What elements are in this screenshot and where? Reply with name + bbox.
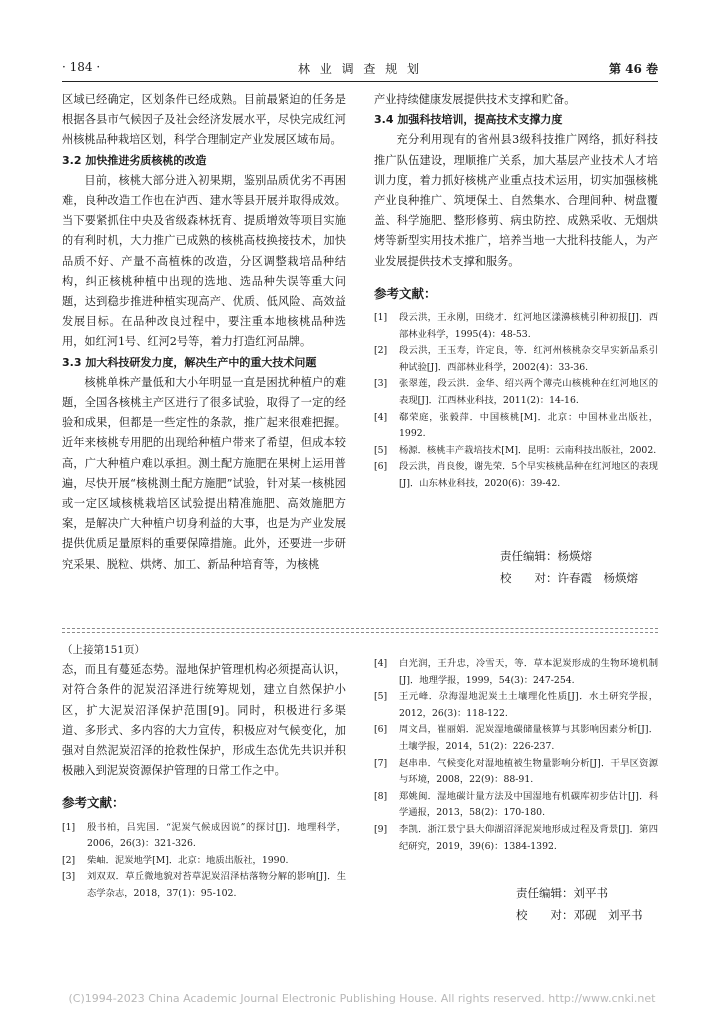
reference-text: 刘双双．草丘微地貌对苔草泥炭沼泽枯落物分解的影响[J]．生态学杂志，2018，37(1)：95-102. xyxy=(87,871,346,899)
editor-label: 责任编辑： xyxy=(500,549,558,563)
reference-number: [3] xyxy=(62,871,76,883)
reference-text: 段云洪，肖良俊，谢先荣．5个早实核桃品种在红河地区的表现[J]．山东林业科技，2020(6)：39-42. xyxy=(399,461,658,489)
paragraph: 核桃单株产量低和大小年明显一直是困扰种植户的难题，全国各核桃主产区进行了很多试验，取得了一定的经验和成果，但都是一些定性的条款，推广起来很难把握。近年来核桃专用肥的出现给种植户带来了希望，但成本较高，广大种植户难以承担。测土配方施肥在果树上运用普遍，尽快开展“核桃测土配方施肥”试验，针对某一核桃园或一定区域核桃栽培区试验提出精准施肥、高效施肥方案，是解决广大种植户切身利益的大事，也是为产业发展提供优质足量原料的重要保障措施。此外，还要进一步研究采果、脱粒、烘烤、加工、新品种培育等，为核桃 xyxy=(62,375,346,571)
reference-text: 杨源．核桃丰产栽培技术[M]．昆明：云南科技出版社，2002. xyxy=(399,444,657,456)
reference-text: 李凯．浙江景宁县大仰湖沼泽泥炭地形成过程及背景[J]．第四纪研究，2019，39(6)：1384-1392. xyxy=(399,823,658,852)
volume-label: 第 46 卷 xyxy=(608,62,658,76)
reference-item xyxy=(374,410,658,443)
editor-name: 杨煐熔 xyxy=(557,549,592,563)
editor-label: 责任编辑： xyxy=(516,886,574,900)
reference-text: 郑姚闽．湿地碳计量方法及中国湿地有机碳库初步估计[J]．科学通报，2013，58(2)：170-180. xyxy=(399,790,658,819)
proofreader-line xyxy=(500,570,638,586)
copyright-footer: (C)1994-2023 China Academic Journal Electronic Publishing House. All rights reserved. http://www.cnki.net xyxy=(68,992,656,1005)
reference-text: 柴岫．泥炭地学[M]．北京：地质出版社，1990. xyxy=(87,854,289,866)
reference-number: [9] xyxy=(374,823,388,835)
reference-number: [5] xyxy=(374,444,388,456)
proofreader-label: 校 对： xyxy=(500,571,558,585)
paragraph: 目前，核桃大部分进入初果期，鉴别品质优劣不再困难，良种改造工作也在泸西、建水等县开展并取得成效。当下要紧抓住中央及省级森林抚育、提质增效等项目实施的有利时机，大力推广已成熟的核桃高枝换接技术，加快品质不好、产量不高植株的改造，分区调整栽培品种结构，纠正核桃种植中出现的选地、选品种失误等重大问题，达到稳步推进种植实现高产、优质、低风险、高效益发展目标。在品种改良过程中，要注重本地核桃品种选用，如红河1号、红河2号等，着力打造红河品牌。 xyxy=(62,173,346,349)
reference-text: 白光润，王升忠，冷雪天，等．草本泥炭形成的生物环境机制[J]．地理学报，1999，54(3)：247-254. xyxy=(399,658,658,686)
reference-list xyxy=(374,310,658,493)
reference-item xyxy=(374,310,658,343)
editor-line xyxy=(516,885,608,901)
continuation-note: （上接第151页） xyxy=(62,644,146,656)
journal-title: 林 业 调 查 规 划 xyxy=(297,62,423,76)
reference-text: 段云洪，王玉寿，许定良，等．红河州核桃杂交早实新品系引种试验[J]．西部林业科学，2002(4)：33-36. xyxy=(399,345,658,373)
reference-number: [7] xyxy=(374,757,388,769)
proofreader-line xyxy=(516,907,643,923)
reference-text: 赵串串．气候变化对湿地植被生物量影响分析[J]．干旱区资源与环境，2008，22(9)：88-91. xyxy=(399,757,658,786)
reference-item xyxy=(62,820,346,853)
reference-number: [6] xyxy=(374,461,388,473)
paragraph: 区域已经确定，区划条件已经成熟。目前最紧迫的任务是根据各县市气候因子及社会经济发展水平，尽快完成红河州核桃品种栽培区划，科学合理制定产业发展区域布局。 xyxy=(62,93,346,147)
reference-text: 殷书柏，吕宪国．“泥炭气候成因说”的探讨[J]．地理科学，2006，26(3)：321-326. xyxy=(87,821,346,850)
reference-item xyxy=(374,789,658,822)
bottom-right-column xyxy=(374,656,658,855)
reference-item xyxy=(374,689,658,722)
reference-text: 张翠莲，段云洪．金华、绍兴两个薄壳山核桃种在红河地区的表现[J]．江西林业科技，2011(2)：14-16. xyxy=(399,378,658,406)
reference-number: [8] xyxy=(374,790,388,802)
reference-item xyxy=(374,722,658,755)
reference-number: [3] xyxy=(374,378,388,390)
reference-item xyxy=(62,853,346,870)
reference-number: [2] xyxy=(374,345,388,357)
section-heading-3-4: 3.4 加强科技培训，提高技术支撑力度 xyxy=(374,113,563,127)
bottom-left-column xyxy=(62,640,346,903)
references-heading: 参考文献： xyxy=(374,285,437,301)
top-right-column xyxy=(374,90,658,493)
proofreader-label: 校 对： xyxy=(516,908,574,922)
reference-text: 郗荣庭，张毅萍．中国核桃[M]．北京：中国林业出版社，1992. xyxy=(399,411,658,440)
header-rule xyxy=(62,81,658,82)
paragraph: 产业持续健康发展提供技术支撑和贮备。 xyxy=(374,93,576,106)
reference-item xyxy=(374,756,658,789)
page-number: · 184 · xyxy=(62,60,101,74)
section-heading-3-3: 3.3 加大科技研发力度，解决生产中的重大技术问题 xyxy=(62,355,317,369)
references-heading: 参考文献： xyxy=(62,795,125,811)
reference-item xyxy=(62,869,346,902)
reference-number: [6] xyxy=(374,724,388,736)
reference-item xyxy=(374,376,658,409)
reference-item xyxy=(374,459,658,492)
top-left-column xyxy=(62,90,346,575)
reference-item xyxy=(374,343,658,376)
reference-number: [2] xyxy=(62,854,76,866)
paragraph: 态，而且有蔓延态势。湿地保护管理机构必须提高认识，对符合条件的泥炭沼泽进行统筹规划，建立自然保护小区，扩大泥炭沼泽保护范围[9]。同时，积极进行多渠道、多形式、多内容的大力宣传，积极应对气候变化，加强对自然泥炭沼泽的抢救性保护，形成生态优先共识并积极融入到泥炭资源保护管理的日常工作之中。 xyxy=(62,663,346,778)
proofreader-name: 许春霞 杨煐熔 xyxy=(557,571,638,585)
page-header xyxy=(62,58,658,82)
paragraph: 充分利用现有的省州县3级科技推广网络，抓好科技推广队伍建设，理顺推广关系，加大基层产业技术人才培训力度，着力抓好核桃产业重点技术运用，切实加强核桃产业良种推广、筑埂保土、自然集水、合理间种、树盘覆盖、科学施肥、整形修剪、病虫防控、成熟采收、无烟烘烤等新型实用技术推广，培养当地一大批科技能人，为产业发展提供技术支撑和服务。 xyxy=(374,133,658,268)
reference-list xyxy=(62,820,346,903)
reference-number: [5] xyxy=(374,691,388,703)
reference-item xyxy=(374,656,658,689)
reference-list xyxy=(374,656,658,855)
reference-item xyxy=(374,822,658,855)
reference-text: 段云洪，王永刚，田绕才．红河地区漾濞核桃引种初报[J]．西部林业科学，1995(4)：48-53. xyxy=(399,312,658,340)
reference-text: 王元峰．尕海湿地泥炭土土壤理化性质[J]．水土研究学报，2012，26(3)：118-122. xyxy=(399,691,658,719)
editor-line xyxy=(500,548,592,564)
section-heading-3-2: 3.2 加快推进劣质核桃的改造 xyxy=(62,153,207,167)
reference-text: 周文昌，崔丽娟．泥炭湿地碳储量核算与其影响因素分析[J]．土壤学报，2014，51(2)：226-237. xyxy=(399,724,658,752)
article-separator xyxy=(62,628,658,629)
reference-number: [4] xyxy=(374,658,388,669)
reference-number: [4] xyxy=(374,411,388,423)
article-separator xyxy=(62,632,658,633)
reference-number: [1] xyxy=(374,312,388,324)
reference-number: [1] xyxy=(62,821,76,833)
proofreader-name: 邓砚 刘平书 xyxy=(573,908,643,922)
editor-name: 刘平书 xyxy=(573,886,608,900)
reference-item xyxy=(374,443,658,460)
